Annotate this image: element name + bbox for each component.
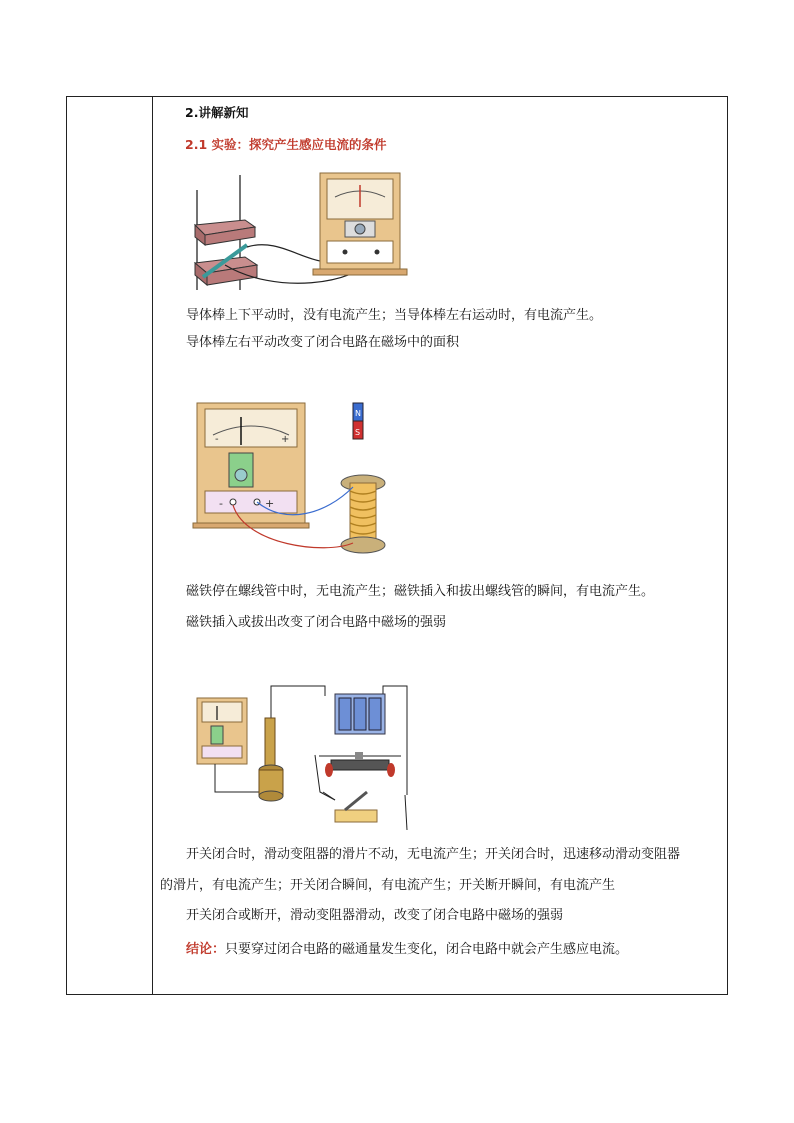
conclusion — [186, 941, 628, 959]
meter-scale-minus: - — [215, 434, 219, 445]
magnet-north-label: N — [355, 409, 361, 418]
section-subheading: 2.1 实验：探究产生感应电流的条件 — [185, 137, 387, 152]
experiment1-explanation: 导体棒左右平动改变了闭合电路在磁场中的面积 — [186, 335, 460, 350]
experiment3-explanation: 开关闭合或断开，滑动变阻器滑动，改变了闭合电路中磁场的强弱 — [186, 908, 564, 923]
conclusion-text: 只要穿过闭合电路的磁通量发生变化，闭合电路中就会产生感应电流。 — [225, 942, 629, 957]
meter-terminal-plus: + — [265, 497, 275, 510]
experiment1-observation: 导体棒上下平动时，没有电流产生；当导体棒左右运动时，有电流产生。 — [186, 308, 603, 323]
experiment3-figure — [185, 680, 410, 830]
section-heading: 2.讲解新知 — [185, 105, 249, 120]
conclusion-label: 结论： — [186, 942, 226, 957]
meter-scale-plus: + — [281, 434, 290, 445]
table-column-divider — [152, 96, 153, 995]
meter-terminal-minus: - — [219, 497, 223, 510]
experiment2-figure — [185, 395, 400, 560]
experiment1-figure — [185, 165, 415, 290]
experiment3-observation-line2: 的滑片，有电流产生；开关闭合瞬间，有电流产生；开关断开瞬间，有电流产生 — [160, 878, 616, 893]
experiment2-observation: 磁铁停在螺线管中时，无电流产生；磁铁插入和拔出螺线管的瞬间，有电流产生。 — [186, 584, 655, 599]
experiment3-observation-line1: 开关闭合时，滑动变阻器的滑片不动，无电流产生；开关闭合时，迅速移动滑动变阻器 — [186, 847, 681, 862]
magnet-south-label: S — [355, 428, 361, 437]
experiment2-explanation: 磁铁插入或拔出改变了闭合电路中磁场的强弱 — [186, 615, 447, 630]
